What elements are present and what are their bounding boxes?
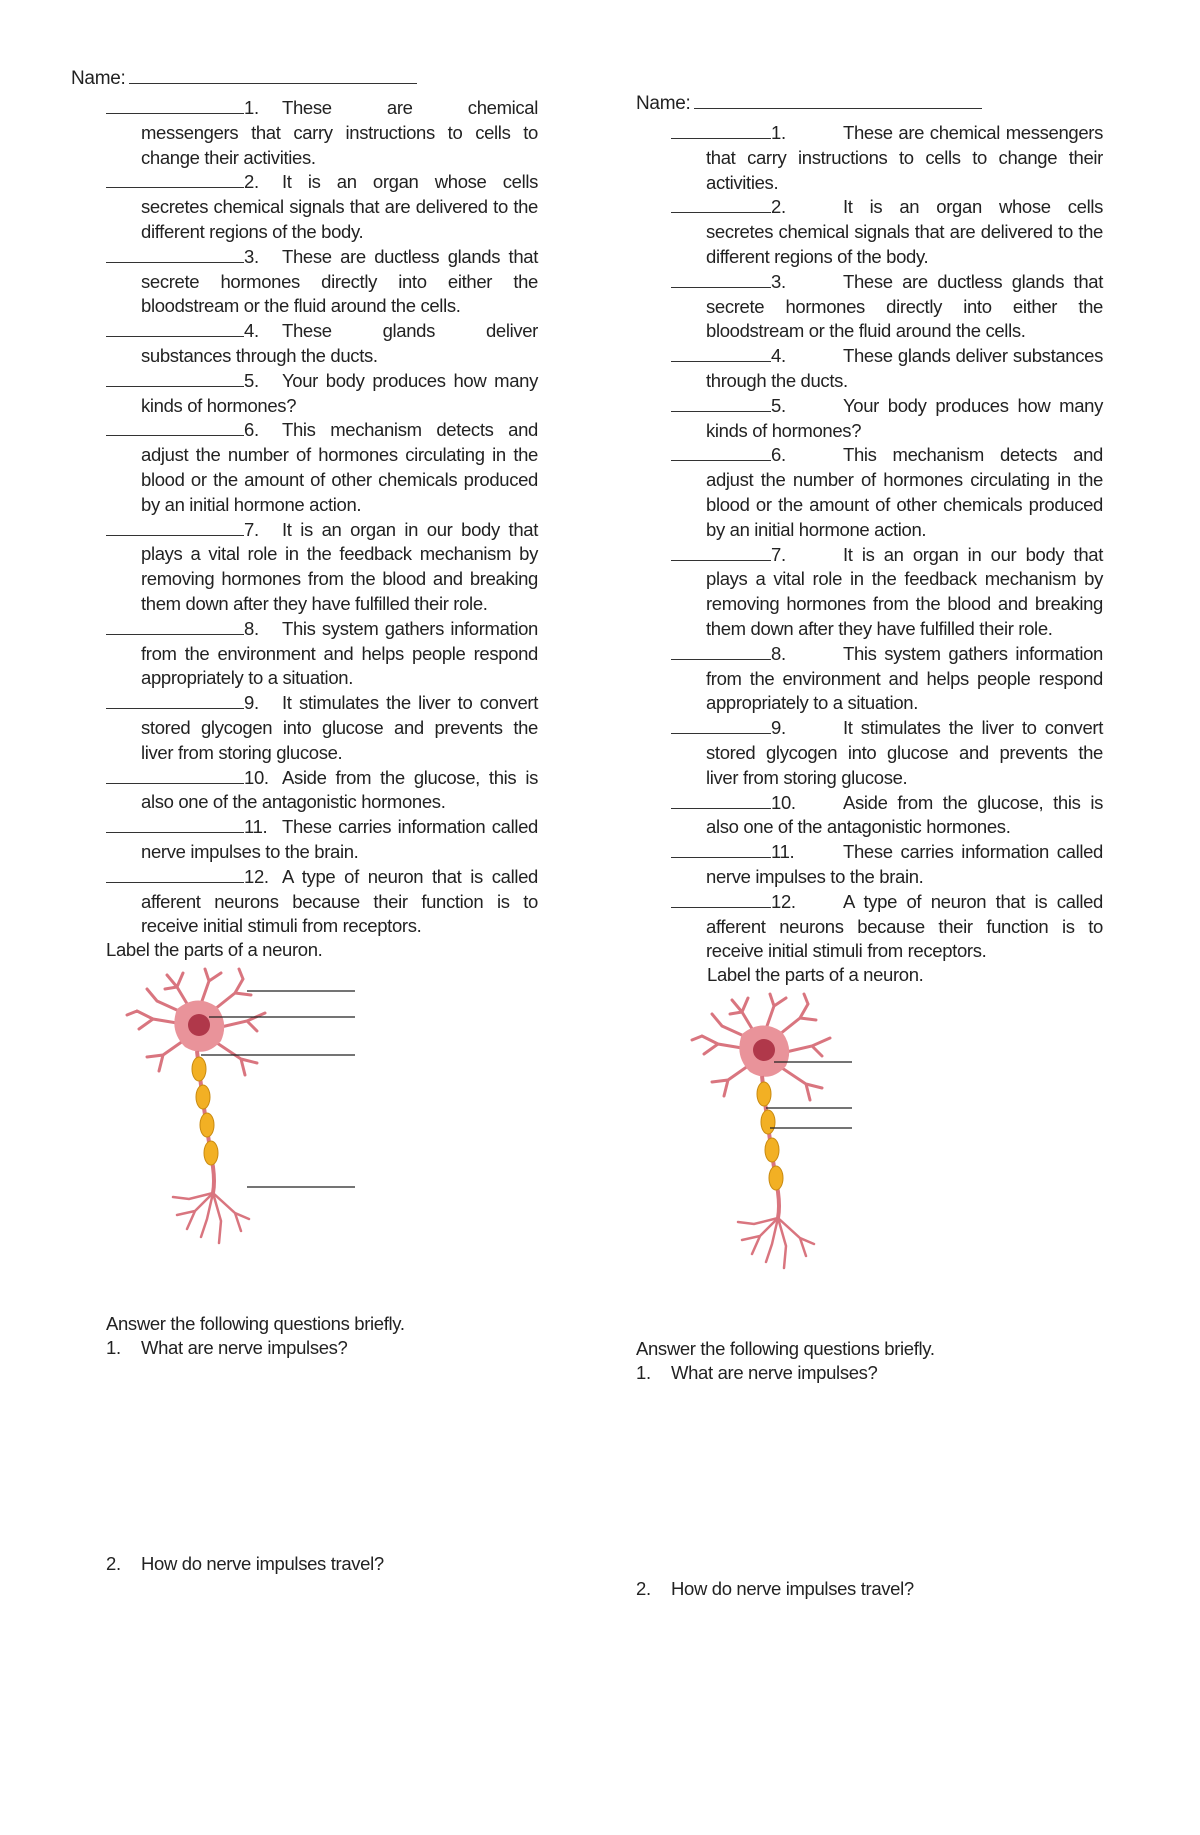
label-pointers	[201, 991, 355, 1187]
answer-blank	[671, 718, 771, 734]
nucleus	[188, 1014, 210, 1036]
list-item: 8. This system gathers information from the environment and helps people respond appropriately to a situation.	[671, 642, 1103, 716]
label-neuron-title: Label the parts of a neuron.	[106, 939, 323, 961]
list-item: 10. Aside from the glucose, this is also one of the antagonistic hormones.	[106, 766, 538, 816]
answer-blank	[671, 272, 771, 288]
answer-blank	[671, 346, 771, 362]
name-label: Name:	[636, 93, 691, 114]
list-item: 4. These glands deliver substances through the ducts.	[106, 319, 538, 369]
label-neuron-title: Label the parts of a neuron.	[707, 964, 924, 986]
answer-blank	[671, 396, 771, 412]
question: 1. What are nerve impulses?	[106, 1337, 348, 1359]
answer-blank	[106, 321, 244, 337]
question: 2. How do nerve impulses travel?	[636, 1578, 914, 1600]
name-label: Name:	[71, 68, 126, 89]
list-item: 2. It is an organ whose cells secretes chemical signals that are delivered to the different regions of the body.	[106, 170, 538, 244]
answer-blank	[106, 867, 244, 883]
list-item: 12. A type of neuron that is called afferent neurons because their function is to receive initial stimuli from receptors.	[671, 890, 1103, 964]
name-blank	[129, 69, 417, 84]
question: 2. How do nerve impulses travel?	[106, 1553, 384, 1575]
answer-blank	[106, 247, 244, 263]
list-item: 8. This system gathers information from the environment and helps people respond appropriately to a situation.	[106, 617, 538, 691]
answer-blank	[671, 197, 771, 213]
list-item: 7. It is an organ in our body that plays a vital role in the feedback mechanism by removing hormones from the blood and breaking them down after they have fulfilled their role.	[671, 543, 1103, 642]
name-line	[636, 93, 1106, 115]
answer-blank	[106, 817, 244, 833]
neuron-diagram	[682, 992, 942, 1282]
questions-heading: Answer the following questions briefly.	[636, 1338, 935, 1360]
item-list	[671, 121, 1103, 964]
answer-blank	[671, 123, 771, 139]
name-blank	[694, 94, 982, 109]
list-item: 1. These are chemical messengers that carry instructions to cells to change their activities.	[671, 121, 1103, 195]
answer-blank	[106, 619, 244, 635]
list-item: 12. A type of neuron that is called afferent neurons because their function is to receive initial stimuli from receptors.	[106, 865, 538, 939]
answer-blank	[106, 520, 244, 536]
list-item: 9. It stimulates the liver to convert stored glycogen into glucose and prevents the liver from storing glucose.	[106, 691, 538, 765]
answer-blank	[106, 172, 244, 188]
list-item: 9. It stimulates the liver to convert stored glycogen into glucose and prevents the liver from storing glucose.	[671, 716, 1103, 790]
list-item: 3. These are ductless glands that secrete hormones directly into either the bloodstream or the fluid around the cells.	[671, 270, 1103, 344]
answer-blank	[106, 371, 244, 387]
questions-heading: Answer the following questions briefly.	[106, 1313, 405, 1335]
answer-blank	[106, 98, 244, 114]
nucleus	[753, 1039, 775, 1061]
list-item: 11. These carries information called nerve impulses to the brain.	[106, 815, 538, 865]
question: 1. What are nerve impulses?	[636, 1362, 878, 1384]
item-list	[106, 96, 538, 939]
list-item: 1. These are chemical messengers that carry instructions to cells to change their activities.	[106, 96, 538, 170]
name-line	[71, 68, 541, 90]
neuron-diagram	[117, 967, 377, 1257]
list-item: 5. Your body produces how many kinds of hormones?	[106, 369, 538, 419]
axon-terminals	[738, 1218, 814, 1268]
list-item: 5. Your body produces how many kinds of hormones?	[671, 394, 1103, 444]
answer-blank	[671, 445, 771, 461]
list-item: 3. These are ductless glands that secrete hormones directly into either the bloodstream or the fluid around the cells.	[106, 245, 538, 319]
list-item: 11. These carries information called nerve impulses to the brain.	[671, 840, 1103, 890]
answer-blank	[671, 793, 771, 809]
list-item: 10. Aside from the glucose, this is also one of the antagonistic hormones.	[671, 791, 1103, 841]
worksheet-right	[636, 93, 1106, 1602]
list-item: 4. These glands deliver substances through the ducts.	[671, 344, 1103, 394]
answer-blank	[106, 420, 244, 436]
list-item: 6. This mechanism detects and adjust the number of hormones circulating in the blood or the amount of other chemicals produced by an initial hormone action.	[106, 418, 538, 517]
answer-blank	[106, 768, 244, 784]
answer-blank	[671, 644, 771, 660]
answer-blank	[671, 842, 771, 858]
list-item: 7. It is an organ in our body that plays a vital role in the feedback mechanism by removing hormones from the blood and breaking them down after they have fulfilled their role.	[106, 518, 538, 617]
list-item: 2. It is an organ whose cells secretes chemical signals that are delivered to the different regions of the body.	[671, 195, 1103, 269]
axon-terminals	[173, 1193, 249, 1243]
worksheet-left	[71, 68, 541, 1577]
answer-blank	[671, 892, 771, 908]
answer-blank	[671, 545, 771, 561]
answer-blank	[106, 693, 244, 709]
list-item: 6. This mechanism detects and adjust the number of hormones circulating in the blood or the amount of other chemicals produced by an initial hormone action.	[671, 443, 1103, 542]
